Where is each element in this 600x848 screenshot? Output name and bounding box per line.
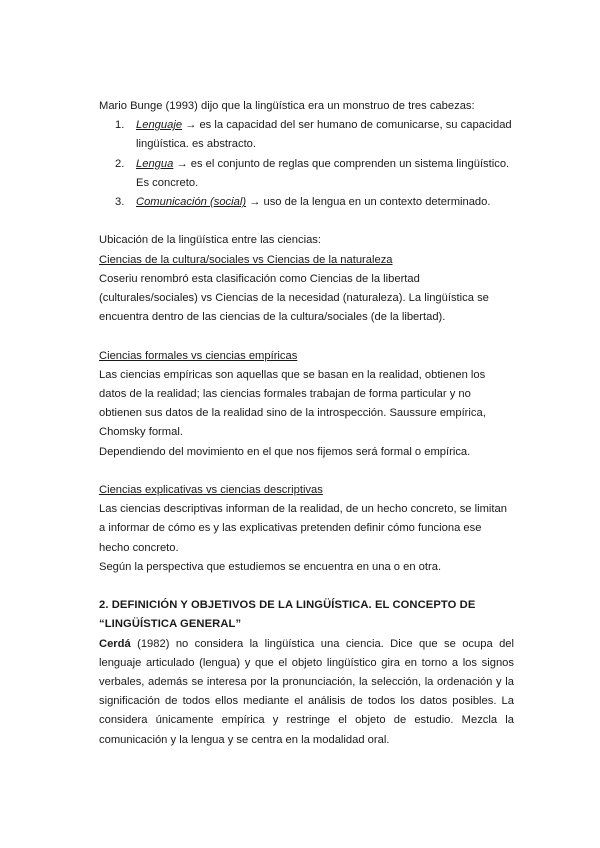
paragraph-empiricas: Las ciencias empíricas son aquellas que se basan en la realidad, obtienen los datos de la realidad; las ciencias formales trabajan de forma particular y no obtienen sus datos de la realidad sino de la introspección. Saussure empírica, Chomsky formal. (99, 368, 486, 439)
subheading-formales-empiricas: Ciencias formales vs ciencias empíricas (99, 349, 298, 362)
cabezas-list (99, 116, 514, 212)
section-2-title: 2. DEFINICIÓN Y OBJETIVOS DE LA LINGÜÍSTICA. EL CONCEPTO DE “LINGÜÍSTICA GENERAL” (99, 599, 476, 631)
author-cerda: Cerdá (99, 637, 131, 650)
paragraph-cerda-text: (1982) no considera la lingüística una ciencia. Dice que se ocupa del lenguaje articulado (lengua) y que el objeto lingüístico gira en torno a los signos verbales, además se interesa por la pronunciación, la selección, la ordenación y la significación de todos ellos mediante el análisis de todos los datos posibles. La considera únicamente empírica y restringe el objeto de estudio. Mezcla la comunicación y la lengua y se centra en la modalidad oral. (99, 637, 514, 746)
list-item (99, 116, 514, 154)
term-lengua: Lengua (136, 157, 174, 170)
intro-line: Mario Bunge (1993) dijo que la lingüística era un monstruo de tres cabezas: (99, 100, 475, 112)
list-number: 3. (115, 196, 125, 209)
paragraph-dependiendo: Dependiendo del movimiento en el que nos fijemos será formal o empírica. (99, 445, 471, 458)
subheading-cultura-naturaleza: Ciencias de la cultura/sociales vs Ciencias de la naturaleza (99, 253, 393, 266)
subheading-explicativas-descriptivas: Ciencias explicativas vs ciencias descriptivas (99, 484, 323, 497)
term-lenguaje: Lenguaje (136, 119, 183, 132)
list-item-text: → uso de la lengua en un contexto determinado. (246, 196, 491, 209)
document-body (99, 97, 514, 750)
ubicacion-heading: Ubicación de la lingüística entre las ciencias: (99, 234, 322, 247)
list-number: 1. (115, 119, 125, 132)
paragraph-coseriu: Coseriu renombró esta clasificación como Ciencias de la libertad (culturales/sociales) vs Ciencias de la necesidad (naturaleza). La lingüística se encuentra dentro de las ciencias de la cultura/sociales (de la libertad). (99, 272, 489, 324)
paragraph-descriptivas: Las ciencias descriptivas informan de la realidad, de un hecho concreto, se limitan a informar de cómo es y las explicativas pretenden definir cómo funciona ese hecho concreto. (99, 503, 507, 554)
term-comunicacion: Comunicación (social) (136, 196, 247, 209)
list-item-text: → es la capacidad del ser humano de comunicarse, su capacidad lingüística. es abstracto. (136, 119, 512, 151)
list-item (99, 193, 514, 212)
list-item-text: → es el conjunto de reglas que comprenden un sistema lingüístico. Es concreto. (136, 157, 510, 189)
list-number: 2. (115, 157, 125, 170)
list-item (99, 155, 514, 193)
paragraph-cerda (99, 635, 514, 750)
paragraph-perspectiva: Según la perspectiva que estudiemos se encuentra en una o en otra. (99, 560, 442, 573)
